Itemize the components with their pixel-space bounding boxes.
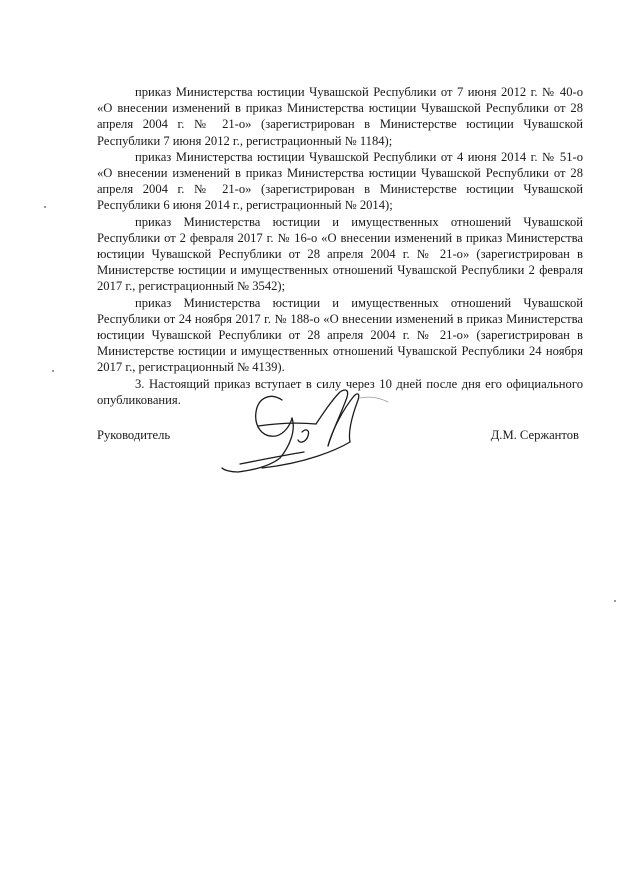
paragraph-order-nov-2017: приказ Министерства юстиции и имущественных отношений Чувашской Республики от 24 ноября 2017 г. № 188-о «О внесении изменений в приказ Министерства юстиции Чувашской Республики от 28 апреля 2004 г. № 21-о» (зарегистрирован в Министерстве юстиции и имущественных отношений Чувашской Республики 24 ноября 2017 г., регистрационный № 4139). <box>97 295 583 375</box>
scan-speck <box>614 600 616 602</box>
paragraph-order-2014: приказ Министерства юстиции Чувашской Республики от 4 июня 2014 г. № 51-о «О внесении изменений в приказ Министерства юстиции Чувашской Республики от 28 апреля 2004 г. № 21-о» (зарегистрирован в Министерстве юстиции Чувашской Республики 6 июня 2014 г., регистрационный № 2014); <box>97 149 583 213</box>
paragraph-order-2012: приказ Министерства юстиции Чувашской Республики от 7 июня 2012 г. № 40-о «О внесении изменений в приказ Министерства юстиции Чувашской Республики от 28 апреля 2004 г. № 21-о» (зарегистрирован в Министерстве юстиции Чувашской Республики 7 июня 2012 г., регистрационный № 1184); <box>97 85 583 148</box>
signatory-name: Д.М. Сержантов <box>490 428 579 442</box>
scan-speck <box>44 206 46 208</box>
paragraph-effective-date: 3. Настоящий приказ вступает в силу через 10 дней после дня его официального опубликования. <box>97 376 583 407</box>
position-title: Руководитель <box>97 428 171 442</box>
paragraph-order-feb-2017: приказ Министерства юстиции и имущественных отношений Чувашской Республики от 2 февраля 2017 г. № 16-о «О внесении изменений в приказ Министерства юстиции Чувашской Республики от 28 апреля 2004 г. № 21-о» (зарегистрирован в Министерстве юстиции и имущественных отношений Чувашской Республики 2 февраля 2017 г., регистрационный № 3542); <box>97 214 583 294</box>
document-body <box>97 84 583 408</box>
scan-speck <box>52 370 54 372</box>
handwritten-signature <box>220 386 390 476</box>
